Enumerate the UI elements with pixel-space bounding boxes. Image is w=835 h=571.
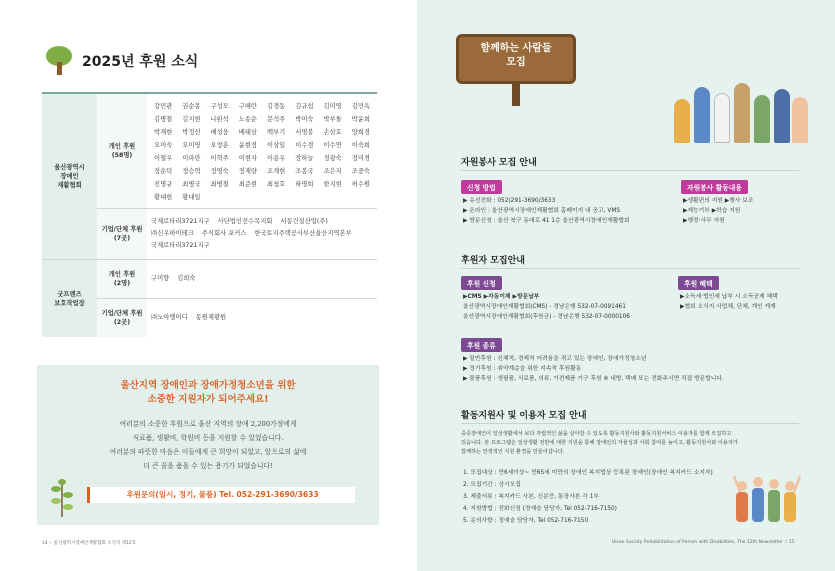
donor-name: 정순덕 <box>154 168 173 175</box>
appeal-body <box>37 417 379 473</box>
kind-cell <box>97 299 147 338</box>
firm-name: 동원제황원 <box>195 314 227 321</box>
donor-name: 이혁주 <box>210 155 229 162</box>
contact-bar: 후원문의(일시, 정기, 물품) Tel. 052-291-3690/3633 <box>87 487 355 503</box>
donor-name: 김지현 <box>182 116 201 123</box>
volunteer-content-list <box>683 196 753 226</box>
donor-name: 이수연 <box>323 142 342 149</box>
donor-name: 정승혁 <box>182 168 201 175</box>
individual-label: 개인 후원 <box>108 271 136 278</box>
sprig-icon <box>47 477 77 517</box>
apply-method-pill: 신청 방법 <box>461 180 502 194</box>
apply-method-list <box>463 196 630 226</box>
firm-list <box>149 212 375 256</box>
donor-name: 진명규 <box>154 181 173 188</box>
people-illustration <box>670 75 810 143</box>
donor-name: 오창훈 <box>210 142 229 149</box>
donor-name: 강민관 <box>154 103 173 110</box>
sign-line: 모집 <box>506 57 526 68</box>
list-item: ▶협회 소식지 사업체, 단체, 개인 게재 <box>680 304 776 310</box>
donor-name: 이현자 <box>238 155 257 162</box>
donor-table <box>42 92 377 337</box>
appeal-title <box>37 365 379 407</box>
donor-name: 김규섭 <box>295 103 314 110</box>
donor-title: 후원자 모집안내 <box>461 256 525 266</box>
org-cell <box>42 93 97 260</box>
list-item: 3. 제출서류 : 복지카드 사본, 신분증, 통장사본 각 1부 <box>463 494 599 500</box>
donor-name: 정미경 <box>351 155 370 162</box>
donor-type-pill: 후원 종류 <box>461 338 502 352</box>
donor-name: 백부기 <box>267 129 286 136</box>
signboard <box>456 34 576 104</box>
list-item: ▶ 온라인 : 울산광역시장애인재활협회 홈페이지 내 공고, VMS <box>463 208 620 214</box>
appeal-line: 더 큰 꿈을 품을 수 있는 용기가 되었습니다! <box>143 462 273 470</box>
appeal-panel <box>37 365 379 525</box>
sign-line: 함께하는 사람들 <box>480 43 552 54</box>
list-item: ▶ 물품후원 : 생필품, 식료품, 의류, 가전제품 기구 후원 ※ 내방, 택배 또는 전화주시면 직접 방문합니다. <box>463 376 724 382</box>
list-item: ▶ 정기후원 : 취약계층을 위한 지속적 후원활동 <box>463 366 582 372</box>
firm-name: 한국토지주택공사부산울산지역본부 <box>254 230 352 237</box>
individual-count: (2명) <box>113 280 131 287</box>
individual-label: 개인 후원 <box>108 143 136 150</box>
donor-name: 박재현 <box>154 129 173 136</box>
list-item: 울산광역시장애인재활협회(후원금) - 경남은행 532-07-0000106 <box>463 314 630 320</box>
donor-name: 조은지 <box>323 168 342 175</box>
firm-name: ㈜노아엘이디 <box>151 314 188 321</box>
appeal-title-line: 울산지역 장애인과 장애가정청소년을 위한 <box>120 380 296 391</box>
firm-name: 서동건설산업(주) <box>280 218 328 225</box>
donor-name: 권순봉 <box>182 103 201 110</box>
firm-list <box>149 302 375 334</box>
helper-list <box>463 467 713 527</box>
donor-name: 최병철 <box>210 181 229 188</box>
appeal-line: 식료품, 생활비, 학원비 등을 지원할 수 있었습니다. <box>132 434 284 442</box>
donor-name: 이수경 <box>295 142 314 149</box>
donor-name: 오미영 <box>182 142 201 149</box>
names-cell <box>147 260 377 299</box>
donor-name: 구혜란 <box>238 103 257 110</box>
list-item: ▶CMS ▶자동이체 ▶방문납부 <box>463 294 540 300</box>
firm-list <box>149 263 375 295</box>
kind-cell <box>97 93 147 209</box>
divider <box>461 268 799 269</box>
page-title: 2025년 후원 소식 <box>82 54 199 70</box>
firm-name: 국제로타리3721지구 <box>151 242 210 249</box>
firm-name: 사단법인전수목지회 <box>217 218 273 225</box>
donor-name: 구미향 <box>151 275 170 282</box>
donor-name: 조봉국 <box>295 168 314 175</box>
donor-type-list <box>463 354 724 384</box>
list-item: 4. 지원방법 : 전화신청 (정예슬 담당자, Tel 052-716-7150) <box>463 506 617 512</box>
helper-description <box>461 430 738 457</box>
donor-name: 박정선 <box>182 129 201 136</box>
names-cell <box>147 93 377 209</box>
donor-name: 박미숙 <box>295 116 314 123</box>
donor-name: 정광숙 <box>323 155 342 162</box>
org-line: 재활협회 <box>57 182 82 189</box>
donor-name: 황대일 <box>182 194 201 201</box>
org-line: 울산광역시 <box>54 164 85 171</box>
donor-name: 장하늘 <box>295 155 314 162</box>
donor-benefit-list <box>680 292 778 312</box>
kind-cell <box>97 260 147 299</box>
appeal-line: 여러분의 소중한 후원으로 울산 지역의 장애 2,200가정에게 <box>119 420 297 428</box>
list-item: 2. 모집기간 : 상시모집 <box>463 482 521 488</box>
tree-icon <box>44 46 74 76</box>
donor-name: 황대현 <box>154 194 173 201</box>
org-line: 굿프렌즈 <box>57 290 82 298</box>
signboard-text <box>456 42 576 70</box>
divider <box>461 170 799 171</box>
donor-benefit-pill: 후원 혜택 <box>678 276 719 290</box>
appeal-title-line: 소중한 지원자가 되어주세요! <box>147 394 269 405</box>
desc-line: 함께하는 안정적인 지원 환경을 만들어갑니다. <box>461 449 565 455</box>
individual-count: (58명) <box>111 152 133 159</box>
donor-name: 김미영 <box>323 103 342 110</box>
donor-name: 최청호 <box>267 181 286 188</box>
table-row <box>42 260 377 299</box>
list-item: ▶소득세·법인세 납부 시 소득공제 혜택 <box>680 294 778 300</box>
org-line: 보호작업장 <box>54 299 85 307</box>
cheering-people-icon <box>732 470 802 522</box>
list-item: ▶ 일반후원 : 신체적, 경제적 어려움을 겪고 있는 장애인, 장애가정청소년 <box>463 356 647 362</box>
list-item: 1. 모집대상 : 만6세이상~ 만65세 미만의 장애인 복지법상 등록된 장애인(장애인 복지카드 소지자) <box>463 470 713 476</box>
donor-name: 정재량 <box>238 168 257 175</box>
donor-name: 김민옥 <box>351 103 370 110</box>
names-grid <box>149 97 375 205</box>
left-page <box>0 0 417 571</box>
donor-name: 이상일 <box>267 142 286 149</box>
donor-name: 박부돌 <box>323 116 342 123</box>
org2-cell <box>42 260 97 338</box>
list-item: ▶ 유선전화 : 052)291-3690/3633 <box>463 198 556 204</box>
donor-name: 손삼호 <box>323 129 342 136</box>
donor-name: 윤현정 <box>238 142 257 149</box>
donor-name: 양희경 <box>351 129 370 136</box>
donor-name: 이철우 <box>154 155 173 162</box>
firm-count: (2곳) <box>113 319 131 326</box>
volunteer-content-pill: 자원봉사 활동내용 <box>681 180 748 194</box>
donor-name: 나완석 <box>210 116 229 123</box>
list-item: ▶생활편의 지원 ▶행사 보조 <box>683 198 754 204</box>
donor-name: 배태삼 <box>238 129 257 136</box>
volunteer-title: 자원봉사 모집 안내 <box>461 158 537 168</box>
list-item: 울산광역시장애인재활협회(CMS) - 경남은행 532-07-0091461 <box>463 304 626 310</box>
donor-name: 구성모 <box>210 103 229 110</box>
firm-count: (7곳) <box>113 235 131 242</box>
donor-name: 최준현 <box>238 181 257 188</box>
donor-name: 조계현 <box>267 168 286 175</box>
firm-label: 기업/단체 후원 <box>101 310 143 317</box>
donor-apply-list <box>463 292 630 322</box>
firm-name: ㈜신우하이테크 <box>151 230 194 237</box>
donor-name: 오미숙 <box>154 142 173 149</box>
list-item: ▶재능기부 ▶학습 지원 <box>683 208 741 214</box>
donor-name: 노송순 <box>238 116 257 123</box>
org-line: 장애인 <box>60 173 79 180</box>
page-footer: Ulsan Society Rehabilitation of Person with Disabilities, The 12th Newsletter :: 15 <box>612 540 795 545</box>
donor-name: 최병국 <box>182 181 201 188</box>
list-item: ▶ 방문신청 : 울산 북구 동대로 41 1층 울산광역시장애인재활협회 <box>463 218 630 224</box>
title-row <box>44 46 198 76</box>
donor-name: 김병철 <box>154 116 173 123</box>
helper-title: 활동지원사 및 이용자 모집 안내 <box>461 411 587 421</box>
donor-name: 한지현 <box>323 181 342 188</box>
donor-name: 조중숙 <box>351 168 370 175</box>
donor-name: 김경동 <box>267 103 286 110</box>
donor-name: 이숙희 <box>351 142 370 149</box>
donor-name: 이파란 <box>182 155 201 162</box>
firms-cell <box>147 299 377 338</box>
firm-name: 국제로타리3721지구 <box>151 218 210 225</box>
signboard-post <box>512 84 520 106</box>
page-footer: 14 :: 울산광역시장애인재활협회 소식지 제12호 <box>42 541 137 546</box>
donor-name: 배성웅 <box>210 129 229 136</box>
donor-name: 서명봉 <box>295 129 314 136</box>
donor-name: 정영숙 <box>210 168 229 175</box>
appeal-line: 여러분의 따뜻한 마음은 이들에게 큰 희망이 되었고, 앞으로의 삶에 <box>109 448 307 456</box>
donor-name: 허수원 <box>351 181 370 188</box>
firms-cell <box>147 209 377 260</box>
donor-name: 하명희 <box>295 181 314 188</box>
firm-name: 주식회사 포커스 <box>201 230 247 237</box>
donor-name: 박윤희 <box>351 116 370 123</box>
firm-label: 기업/단체 후원 <box>101 226 143 233</box>
donor-name: 문석주 <box>267 116 286 123</box>
desc-line: 중증장애인이 일상생활에서 보다 자립적인 삶을 살아갈 수 있도록 활동지원사와 활동지원서비스 이용자를 함께 모집하고 <box>461 431 732 437</box>
list-item: 5. 문의사항 : 정예슬 담당자, Tel 052-716-7150 <box>463 518 589 524</box>
kind-cell <box>97 209 147 260</box>
table-row <box>42 93 377 209</box>
donor-name: 김희숙 <box>177 275 196 282</box>
desc-line: 있습니다. 본 프로그램은 일상생활 전반에 대한 지원을 통해 장애인의 자율성과 사회 참여를 높이고, 활동지원사와 이용자가 <box>461 440 738 446</box>
list-item: ▶행정·사무 지원 <box>683 218 725 224</box>
divider <box>461 423 799 424</box>
donor-name: 이용우 <box>267 155 286 162</box>
donor-apply-pill: 후원 신청 <box>461 276 502 290</box>
